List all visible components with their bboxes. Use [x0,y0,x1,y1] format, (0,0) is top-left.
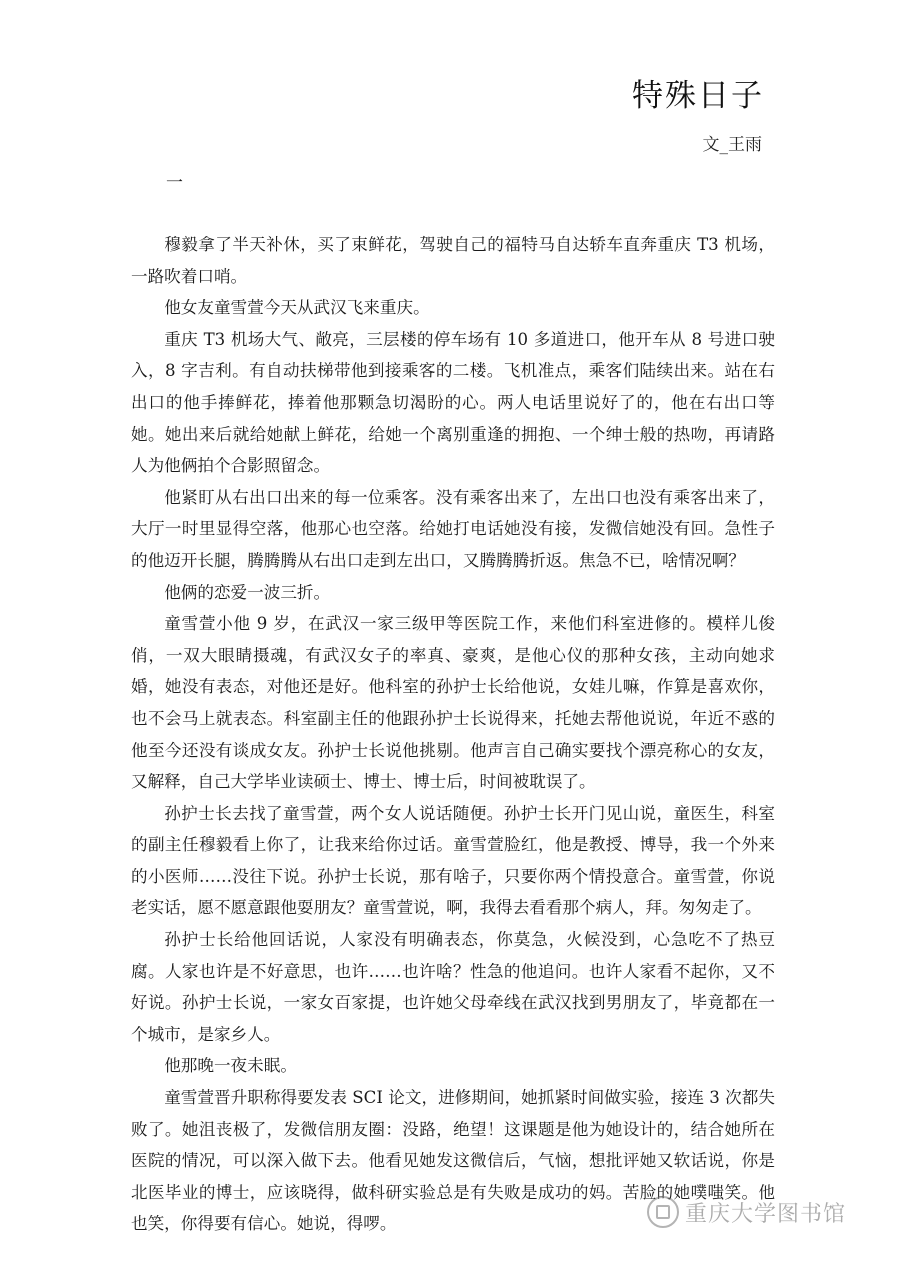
paragraph: 他那晚一夜未眠。 [164,1056,297,1076]
paragraph: 童雪萱小他 9 岁，在武汉一家三级甲等医院工作，来他们科室进修的。模样儿俊俏，一双大眼睛摄魂，有武汉女子的率真、豪爽，是他心仪的那种女孩，主动向她求婚，她没有表态，对他还是好。他科室的孙护士长给他说，女娃儿嘛，作算是喜欢你，也不会马上就表态。科室副主任的他跟孙护士长说得来，托她去帮他说说，年近不惑的他至今还没有谈成女友。孙护士长说他挑剔。他声言自己确实要找个漂亮称心的女友，又解释，自己大学毕业读硕士、博士、博士后，时间被耽误了。 [131,614,775,792]
watermark-text: 重庆大学图书馆 [685,1201,847,1227]
paragraph: 童雪萱晋升职称得要发表 SCI 论文，进修期间，她抓紧时间做实验，接连 3 次都失败了。她沮丧极了，发微信朋友圈：没路，绝望！这课题是他为她设计的，结合她所在医院的情况，可以深入做下去。他看见她发这微信后，气恼，想批评她又软话说，你是北医毕业的博士，应该晓得，做科研实验总是有失败是成功的妈。苦脸的她噗嗤笑。他也笑，你得要有信心。她说，得啰。 [131,1088,775,1234]
section-number: 一 [166,173,183,193]
paragraph: 穆毅拿了半天补休，买了束鲜花，驾驶自己的福特马自达轿车直奔重庆 T3 机场，一路吹着口哨。 [131,235,775,286]
paragraph: 他俩的恋爱一波三折。 [164,582,331,602]
library-watermark [647,1196,846,1228]
article-title: 特殊日子 [632,78,764,114]
paragraph: 重庆 T3 机场大气、敞亮，三层楼的停车场有 10 多道进口，他开车从 8 号进口驶入，8 字吉利。有自动扶梯带他到接乘客的二楼。飞机准点，乘客们陆续出来。站在右出口的他手捧鲜花，捧着他那颗急切渴盼的心。两人电话里说好了的，他在右出口等她。她出来后就给她献上鲜花，给她一个离别重逢的拥抱、一个绅士般的热吻，再请路人为他俩拍个合影照留念。 [131,329,775,476]
paragraph: 他女友童雪萱今天从武汉飞来重庆。 [164,298,430,318]
paragraph: 孙护士长给他回话说，人家没有明确表态，你莫急，火候没到，心急吃不了热豆腐。人家也许是不好意思，也许……也许啥？性急的他追问。也许人家看不起你，又不好说。孙护士长说，一家女百家提，也许她父母牵线在武汉找到男朋友了，毕竟都在一个城市，是家乡人。 [131,930,775,1044]
library-logo-icon [647,1196,679,1228]
paragraph: 他紧盯从右出口出来的每一位乘客。没有乘客出来了，左出口也没有乘客出来了，大厅一时里显得空落，他那心也空落。给她打电话她没有接，发微信她没有回。急性子的他迈开长腿，腾腾腾从右出口走到左出口，又腾腾腾折返。焦急不已，啥情况啊？ [131,487,775,570]
author-byline: 文_王雨 [702,135,762,155]
article-body [131,229,775,1240]
paragraph: 孙护士长去找了童雪萱，两个女人说话随便。孙护士长开门见山说，童医生，科室的副主任穆毅看上你了，让我来给你过话。童雪萱脸红，他是教授、博导，我一个外来的小医师……没往下说。孙护士长说，那有啥子，只要你两个情投意合。童雪萱，你说老实话，愿不愿意跟他耍朋友？童雪萱说，啊，我得去看看那个病人，拜。匆匆走了。 [131,803,775,918]
